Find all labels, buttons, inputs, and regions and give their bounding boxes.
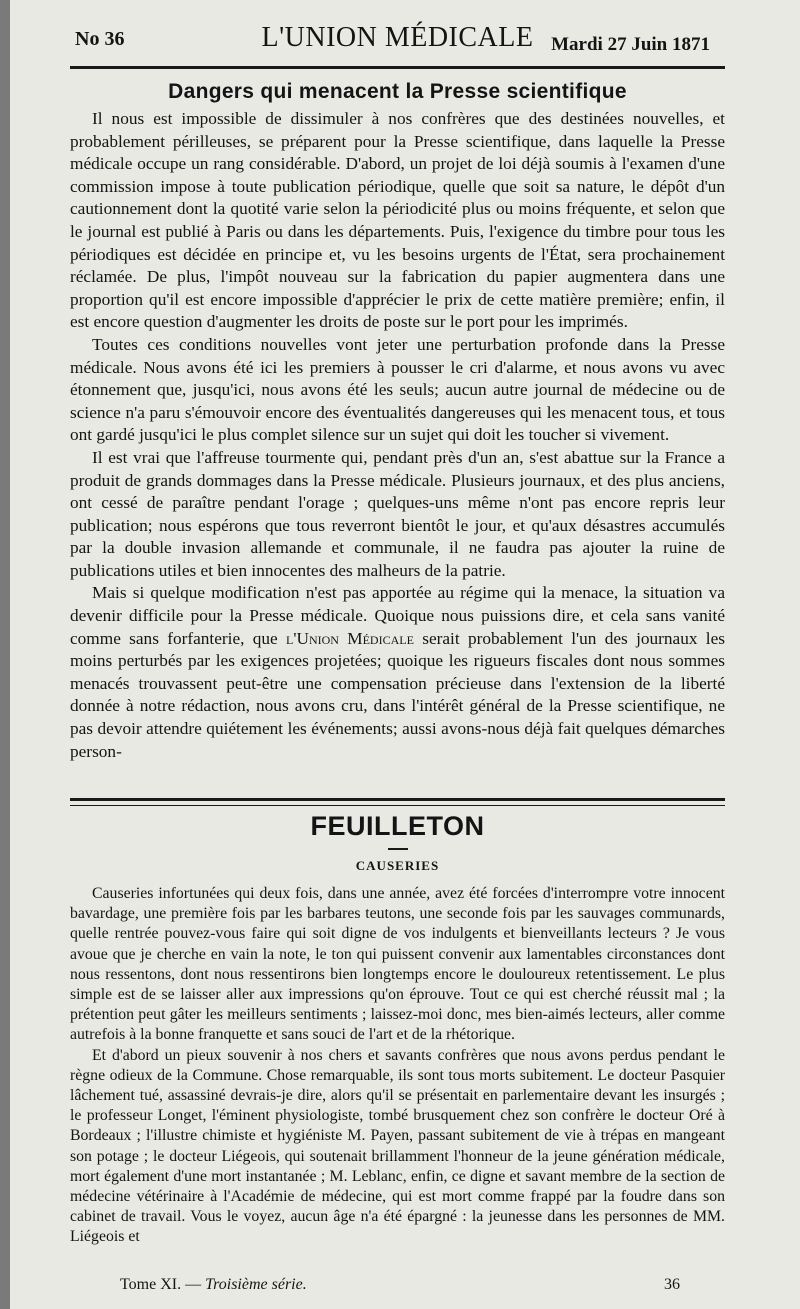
feuilleton-body (70, 884, 725, 1248)
series-label: Troisième série. (205, 1276, 307, 1293)
issue-number: No 36 (75, 28, 125, 50)
volume-label: Tome XI. — (120, 1276, 202, 1293)
feuilleton-section (70, 808, 725, 1248)
journal-title: L'UNION MÉDICALE (261, 22, 534, 53)
page-number: 36 (664, 1276, 680, 1293)
header-rule (70, 66, 725, 69)
page-footer (120, 1276, 680, 1300)
issue-date: Mardi 27 Juin 1871 (551, 34, 710, 55)
feuilleton-paragraph: Et d'abord un pieux souvenir à nos chers et savants confrères que nous avons perdus pendant le règne odieux de la Commune. Chose remarquable, ils sont tous morts subitement. Le docteur Pasquier lâchement tué, assassiné devrais-je dire, alors qu'il se présentait en parlementaire devant les insurgés ; le professeur Longet, l'éminent physiologiste, tombé brusquement chez son confrère le docteur Oré à Bordeaux ; l'illustre chimiste et hygiéniste M. Payen, passant subitement de vie à trépas en mangeant son potage ; le docteur Liégeois, qui soutenait brillamment l'honneur de la jeune génération médicale, mort également d'une mort instantanée ; M. Leblanc, enfin, ce digne et savant membre de la section de médecine vétérinaire à l'Académie de médecine, qui est mort comme frappé par la foudre dans son cabinet de travail. Vous le voyez, aucun âge n'a été épargné : la jeunesse dans les personnes de MM. Liégeois et (70, 1046, 725, 1246)
feuilleton-subtitle: CAUSERIES (355, 858, 440, 873)
feuilleton-paragraph: Causeries infortunées qui deux fois, dans une année, avez été forcées d'interrompre votre innocent bavardage, une première fois par les barbares teutons, une seconde fois par les sauvages communards, quelle rentrée pouvez-vous faire qui soit digne de vos indulgents et bienveillants lecteurs ? Je vous avoue que je cherche en vain la note, le ton qui puissent convenir aux lamentables circonstances dont nous ressentons, dont nous ressentirons bien longtemps encore le douloureux retentissement. Le plus simple est de se laisser aller aux impressions qu'on éprouve. Tout ce qui est cherché réussit mal ; la prétention peut gâter les meilleurs sentiments ; laissez-moi donc, mes bien-aimés lecteurs, aller comme autrefois à la bonne franquette et sans souci de l'art et de la rhétorique. (70, 885, 725, 1044)
article-paragraph (70, 582, 725, 763)
journal-name-smallcaps: l'Union Médicale (286, 628, 414, 648)
paragraph-text: serait probablement l'un des journaux les moins perturbés par les exigences projetées; quoique les rigueurs fiscales dont nous sommes menacés trouvassent peut-être une compensation précieuse dans l'extension de la liberté donnée à notre rédaction, nous avons cru, dans l'intérêt général de la Presse scientifique, ne pas devoir attendre quiétement les événements; aussi avons-nous déjà fait quelques démarches person- (70, 628, 726, 761)
article-body (70, 108, 725, 763)
article-paragraph: Il est vrai que l'affreuse tourmente qui, pendant près d'un an, s'est abattue sur la France a produit de grands dommages dans la Presse médicale. Plusieurs journaux, et des plus anciens, ont cessé de paraître pendant l'orage ; quelques-uns même n'ont pas encore repris leur publication; nous espérons que tous reverront bientôt le jour, et qu'aux désastres accumulés par la double invasion allemande et communale, il ne faudra pas ajouter la ruine de publications utiles et bien innocentes des malheurs de la patrie. (70, 447, 725, 580)
footer-volume (120, 1276, 307, 1294)
article-paragraph: Il nous est impossible de dissimuler à nos confrères que des destinées nouvelles, et probablement périlleuses, se préparent pour la Presse scientifique, dans laquelle la Presse médicale occupe un rang considérable. D'abord, un projet de loi déjà soumis à l'examen d'une commission impose à toute publication périodique, quelle que soit sa nature, le dépôt d'un cautionnement dont la quotité varie selon la périodicité plus ou moins fréquente, et selon que le journal est publié à Paris ou dans les départements. Puis, l'exigence du timbre pour tous les périodiques est décidée en principe et, vu les besoins urgents de l'État, sera prochainement réclamée. De plus, l'impôt nouveau sur la fabrication du papier augmentera dans une proportion qu'il est encore impossible d'apprécier le prix de cette matière première; enfin, il est encore question d'augmenter les droits de poste sur le port pour les imprimés. (70, 109, 725, 332)
paragraph-text: Mais si quelque modification n'est pas apportée au régime qui la menace, la situation va devenir difficile pour la Presse médicale. Quoique nous puissions dire, et cela sans vanité comme sans forfanterie, que (70, 583, 725, 648)
newspaper-page (10, 0, 800, 1309)
title-dash (388, 848, 408, 850)
page-header (70, 22, 725, 62)
section-divider (70, 798, 725, 806)
feuilleton-title: FEUILLETON (310, 811, 485, 841)
article-title: Dangers qui menacent la Presse scientifique (168, 80, 627, 103)
article (70, 76, 725, 763)
article-paragraph: Toutes ces conditions nouvelles vont jeter une perturbation profonde dans la Presse médicale. Nous avons été ici les premiers à pousser le cri d'alarme, et nous avons vu avec étonnement que, jusqu'ici, nous avons été les seuls; aucun autre journal de médecine ou de science n'a paru s'émouvoir encore des éventualités dangereuses qui les menacent tous, et tous ont gardé jusqu'ici le plus complet silence sur un sujet qui doit les toucher si vivement. (70, 334, 725, 445)
